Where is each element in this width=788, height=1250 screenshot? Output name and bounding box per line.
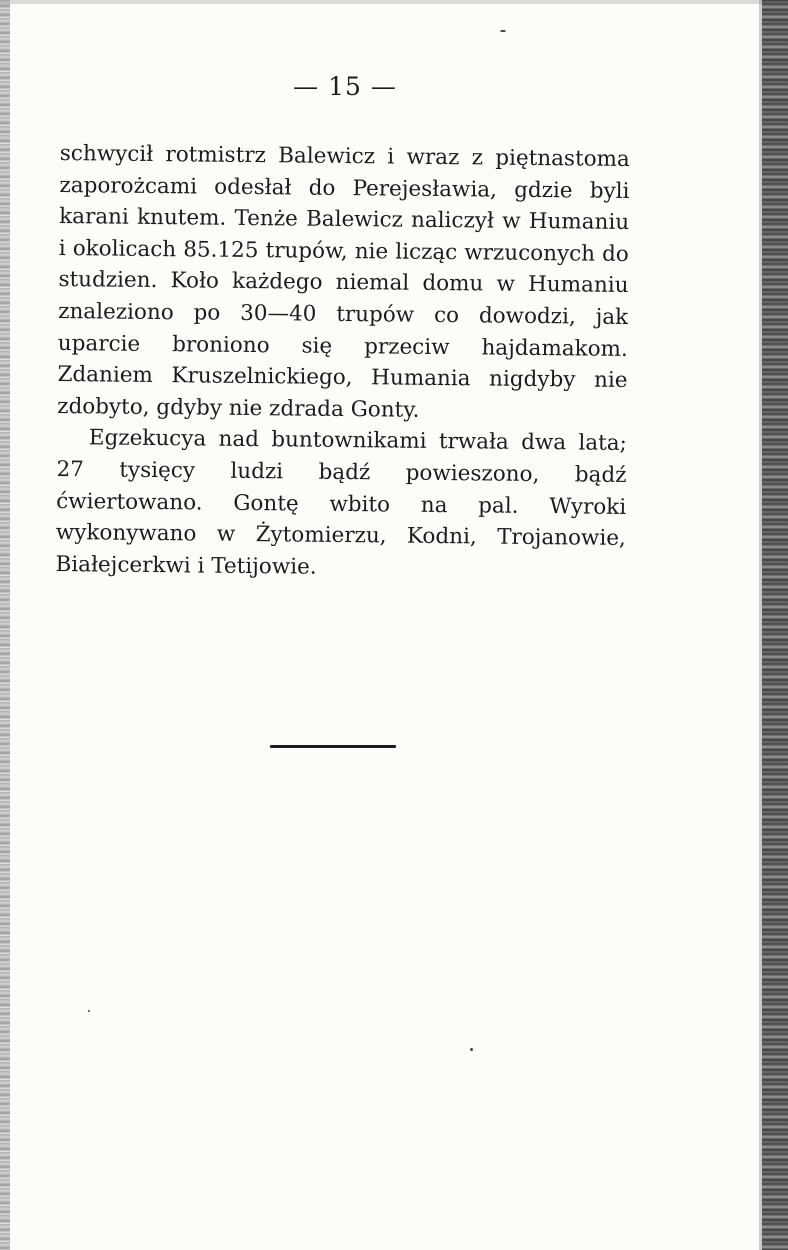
scan-speck xyxy=(88,1010,90,1012)
scan-speck xyxy=(500,30,506,32)
scan-edge-left xyxy=(0,0,10,1250)
paragraph-2: Egzekucya nad buntownikami trwała dwa lata; 27 tysięcy ludzi bądź powieszono, bądź ćwiertowano. Gontę wbito na pal. Wyroki wykonywano w Żytomierzu, Kodni, Trojanowie, Białejcerkwi i Tetijowie. xyxy=(55,425,627,580)
scan-speck xyxy=(470,1048,473,1051)
end-divider xyxy=(270,745,396,748)
scan-edge-top xyxy=(0,0,788,4)
scan-edge-right xyxy=(762,0,788,1250)
page-number: — 15 — xyxy=(293,72,397,101)
paragraph-1: schwycił rotmistrz Balewicz i wraz z piętnastoma zaporożcami odesłał do Perejesławia, gdzie byli karani knutem. Tenże Balewicz naliczył w Humaniu i okolicach 85.125 trupów, nie licząc wrzuconych do studzien. Koło każdego niemal domu w Humaniu znaleziono po 30—40 trupów co dowodzi, jak uparcie broniono się przeciw hajdamakom. Zdaniem Kruszelnickiego, Humania nigdyby nie zdobyto, gdyby nie zdrada Gonty. xyxy=(57,140,630,423)
body-text xyxy=(55,138,630,586)
